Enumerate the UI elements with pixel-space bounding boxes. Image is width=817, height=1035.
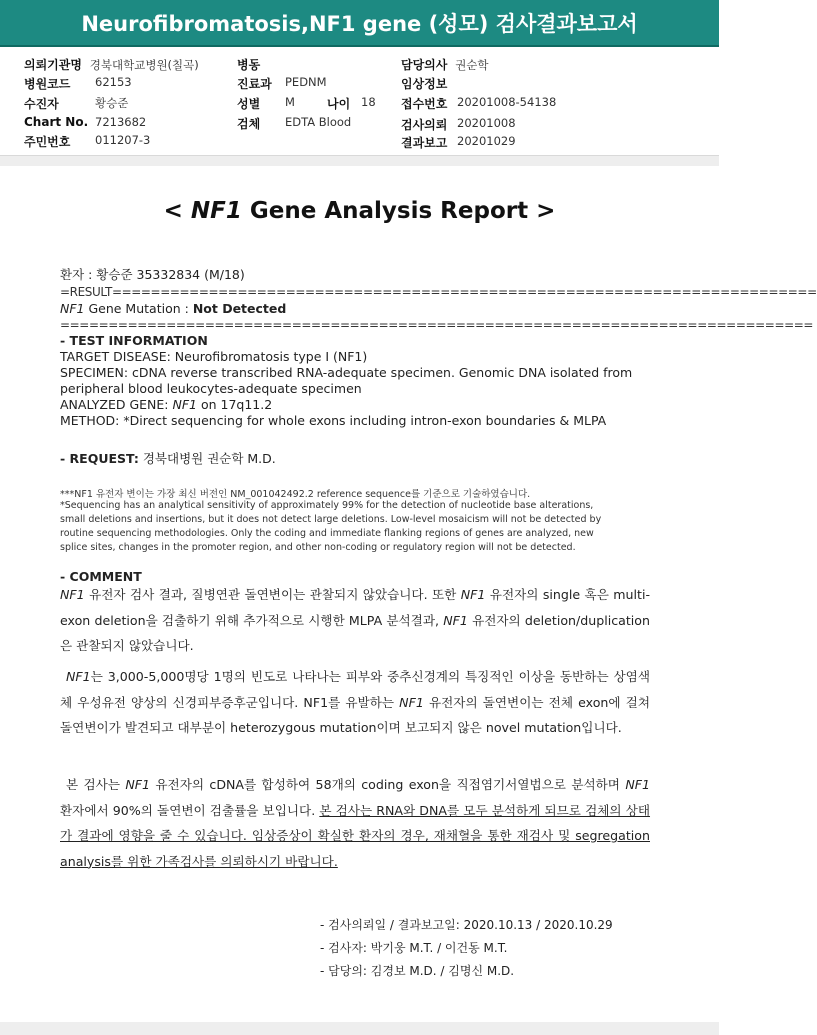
field-value: M [285, 95, 295, 109]
signature-testers: - 검사자: 박기웅 M.T. / 이건동 M.T. [320, 941, 508, 955]
gene-name: NF1 [125, 777, 151, 792]
header-field-ward [237, 56, 260, 73]
field-value: 20201008-54138 [457, 95, 557, 109]
note-line: splice sites, changes in the promoter region, and other non-coding or regulatory region will not be detected. [60, 542, 576, 553]
field-value: 7213682 [95, 115, 147, 129]
header-field-physician [401, 56, 489, 73]
comment-text: 유전자의 deletion/duplication은 관찰되지 않았습니다. [60, 612, 650, 653]
target-disease: TARGET DISEASE: Neurofibromatosis type I (NF1) [60, 349, 368, 364]
field-value: 권순학 [455, 58, 489, 72]
field-value: 20201029 [457, 134, 516, 148]
field-key: 의뢰기관명 [24, 58, 82, 72]
mutation-label: Gene Mutation : [84, 301, 193, 316]
gene-name: NF1 [60, 587, 85, 602]
field-key: Chart No. [24, 115, 89, 129]
analyzed-gene-loc: on 17q11.2 [196, 397, 273, 412]
report-title [0, 198, 719, 224]
field-key: 나이 [327, 97, 351, 111]
analyzed-gene-name: NF1 [172, 397, 197, 412]
field-key: 담당의사 [401, 58, 448, 72]
specimen-line-1: SPECIMEN: cDNA reverse transcribed RNA-adequate specimen. Genomic DNA isolated from [60, 365, 633, 380]
title-gene: NF1 [190, 198, 242, 224]
title-suffix: Gene Analysis Report > [241, 198, 556, 224]
comment-paragraph-3 [60, 772, 650, 874]
field-key: 검체 [237, 117, 261, 131]
comment-paragraph-1 [60, 582, 650, 659]
header-field-institution [24, 56, 199, 73]
comment-heading: - COMMENT [60, 569, 142, 584]
test-info-heading: - TEST INFORMATION [60, 333, 208, 348]
report-banner-title: Neurofibromatosis,NF1 gene (성모) 검사결과보고서 [0, 0, 719, 47]
title-prefix: < [163, 198, 191, 224]
rule-divider: ============================================================================== [60, 318, 814, 332]
field-key: 주민번호 [24, 135, 71, 149]
specimen-line-2: peripheral blood leukocytes-adequate specimen [60, 381, 362, 396]
request-label: - REQUEST: [60, 451, 139, 466]
header-field-report-date [401, 134, 516, 151]
comment-text: 유전자의 cDNA를 합성하여 58개의 coding exon을 직접염기서열법으로 분석하며 [150, 777, 626, 792]
field-value: 황승준 [95, 96, 129, 110]
header-field-age [327, 95, 376, 112]
field-key: 접수번호 [401, 97, 448, 111]
field-key: 성별 [237, 97, 261, 111]
mutation-gene: NF1 [60, 301, 85, 316]
footer-band [0, 1022, 719, 1035]
comment-underlined-note: 본 검사는 RNA와 DNA를 모두 분석하게 되므로 검체의 상태가 결과에 영향을 줄 수 있습니다. 임상증상이 확실한 환자의 경우, 재채혈을 통한 재검사 및 segregation analysis를 위한 가족검사를 의뢰하시기 바랍니다. [60, 802, 651, 869]
field-key: 임상정보 [401, 77, 448, 91]
gene-name: NF1 [66, 669, 91, 684]
header-field-request-date [401, 116, 516, 133]
field-value: 경북대학교병원(칠곡) [89, 58, 199, 72]
patient-line: 환자 : 황승준 35332834 (M/18) [60, 267, 245, 282]
method: METHOD: *Direct sequencing for whole exons including intron-exon boundaries & MLPA [60, 413, 607, 428]
header-divider [0, 155, 719, 166]
gene-name: NF1 [399, 694, 424, 710]
header-field-hospital-code [24, 75, 132, 92]
analyzed-gene [60, 397, 272, 412]
analyzed-gene-label: ANALYZED GENE: [60, 397, 173, 412]
note-line: *Sequencing has an analytical sensitivity of approximately 99% for the detection of nucleotide base alterations, [60, 500, 594, 511]
field-key: 병동 [237, 58, 261, 72]
field-key: 진료과 [237, 77, 272, 91]
header-field-patient [24, 95, 129, 112]
gene-name: NF1 [460, 587, 486, 602]
comment-text: 유전자의 돌연변이는 전체 exon에 걸쳐 돌연변이가 발견되고 대부분이 heterozygous mutation이며 보고되지 않은 novel mutation입니다. [60, 694, 650, 735]
header-field-accession-no [401, 95, 557, 112]
request-line [60, 449, 276, 467]
comment-text: 는 3,000-5,000명당 1명의 빈도로 나타나는 피부와 중추신경계의 특징적인 이상을 동반하는 상염색체 우성유전 양상의 신경피부증후군입니다. NF1를 유발하는 [60, 669, 650, 710]
note-line: ***NF1 유전자 변이는 가장 최신 버전인 NM_001042492.2 reference sequence를 기준으로 기술하였습니다. [60, 489, 531, 500]
signature-dates: - 검사의뢰일 / 결과보고일: 2020.10.13 / 2020.10.29 [320, 918, 613, 932]
note-line: small deletions and insertions, but it does not detect large deletions. Low-level mosaicism will not be detected by [60, 514, 602, 525]
header-field-sex [237, 95, 295, 112]
field-value: 20201008 [457, 116, 516, 130]
result-rule: =RESULT========================================================================= [60, 285, 817, 299]
gene-name: NF1 [625, 777, 651, 792]
comment-text: 유전자의 single 혹은 multi-exon deletion을 검출하기 위해 추가적으로 시행한 MLPA 분석결과, [60, 587, 650, 628]
field-key: 검사의뢰 [401, 118, 448, 132]
gene-name: NF1 [443, 612, 468, 628]
field-value: 62153 [95, 75, 132, 89]
field-key: 병원코드 [24, 77, 71, 91]
comment-text: 환자에서 90%의 돌연변이 검출률을 보입니다. [60, 802, 320, 818]
field-value: 18 [361, 95, 376, 109]
signature-physicians: - 담당의: 김경보 M.D. / 김명신 M.D. [320, 964, 515, 978]
field-key: 수진자 [24, 97, 59, 111]
mutation-result [60, 301, 286, 316]
request-value: 경북대병원 권순학 M.D. [138, 451, 276, 466]
header-field-resident-no [24, 133, 151, 150]
field-key: 결과보고 [401, 136, 448, 150]
header-field-specimen [237, 115, 352, 132]
comment-paragraph-2 [60, 664, 650, 741]
mutation-value: Not Detected [192, 301, 287, 316]
header-field-department [237, 75, 327, 92]
field-value: EDTA Blood [285, 115, 352, 129]
comment-text: 본 검사는 [66, 777, 126, 792]
header-field-chart-no [24, 115, 147, 129]
note-line: routine sequencing methodologies. Only the coding and immediate flanking regions of genes are analyzed, new [60, 528, 594, 539]
field-value: 011207-3 [95, 133, 151, 147]
field-value: PEDNM [285, 75, 327, 89]
comment-text: 유전자 검사 결과, 질병연관 돌연변이는 관찰되지 않았습니다. 또한 [84, 587, 461, 602]
header-field-clinical-info [401, 75, 447, 92]
